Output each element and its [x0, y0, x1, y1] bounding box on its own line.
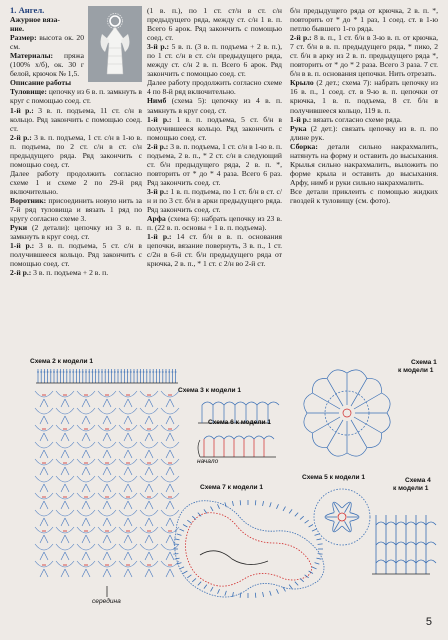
- harp-paragraph: [147, 214, 282, 232]
- row-text: 3 в. п. подъема, 5 ст. с/н в получившееся кольцо. Ряд закончить с помощью соед. ст.: [10, 241, 142, 269]
- row-label: 1-й р.:: [147, 232, 172, 242]
- scheme-6-diagram: [198, 436, 276, 457]
- row-text: 1 в. п. подъема, 5 ст. б/н в получившееся кольцо. Ряд закончить с помощью соед. ст.: [147, 114, 282, 142]
- halo-label: Нимб: [147, 96, 167, 106]
- row-text: 5 в. п. (3 в. п. подъема + 2 в. п.), по 1 ст. с/н в ст. с/н предыдущего ряда, между ст. с/н 2 в. п. Всего 6 арок. Ряд закончить с помощью соед. ст.: [147, 42, 282, 79]
- text-column-1: [10, 6, 142, 277]
- row-label: 1-й р.:: [10, 105, 34, 115]
- row-label: 1-й р.:: [147, 114, 172, 124]
- wing-row-1: [290, 115, 438, 124]
- materials-label: Материалы:: [10, 51, 54, 61]
- hands-row-3: [147, 42, 282, 78]
- row-text: вязать согласно схеме ряда.: [311, 114, 402, 124]
- assembly-text: детали сильно накрахмалить, натянуть на форму и оставить до высыхания. Крылья сильно накрахмалить, выложить по форме крыла и оставить до высыхания. Арфу, нимб и руки сильно накрахмалить.: [290, 141, 438, 187]
- crochet-diagrams: [0, 355, 448, 640]
- page-number: 5: [425, 616, 432, 628]
- size-label: Размер:: [10, 33, 37, 43]
- body-paragraph: [10, 87, 142, 105]
- collar-paragraph: [10, 196, 142, 223]
- row-label: 2-й р.:: [147, 141, 169, 151]
- row-text: 3 в. п. подъема + 2 в. п.: [31, 268, 109, 278]
- scheme-4-label-b: к модели 1: [393, 485, 429, 492]
- scheme-4-diagram: [372, 515, 436, 574]
- article-title: 1. Ангел.: [10, 5, 45, 15]
- collar-text: присоединить новую нить за 7-й ряд туловища и вязать 1 ряд по кругу согласно схеме 3.: [10, 195, 142, 224]
- arm-paragraph: [290, 124, 438, 142]
- row-text: 3 в. п. подъема, 1 ст. с/н в 1-ю в. п. подъема, 2 в. п., * 2 ст. с/н в следующий ст. б/н предыдущего ряда, 2 в. п. *, повторить от * до * 4 раза. Всего 6 раз. Ряд закончить соед. ст.: [147, 141, 283, 187]
- body-text: цепочку из 6 в. п. замкнуть в круг с помощью соед. ст.: [10, 87, 142, 106]
- continue-paragraph: Далее работу продолжить согласно схеме 4 по 8-й ряд включительно.: [147, 78, 282, 97]
- final-paragraph: Все детали приклеить с помощью жидких гвоздей к туловищу (см. фото).: [290, 186, 438, 205]
- scheme-2-label: Схема 2 к модели 1: [30, 358, 94, 365]
- scheme-1-label-b: к модели 1: [398, 367, 434, 374]
- wing-text: (2 дет.; схема 7): набрать цепочку из 16 в. п., 1 соед. ст. в 9-ю в. п. цепочки от крючка, 1 в. п. подъема, 8 ст. б/н в получившееся кольцо, 119 в. п.: [290, 78, 438, 115]
- row-label: 1-й р.:: [10, 241, 35, 251]
- scheme-3-label: Схема 3 к модели 1: [178, 387, 242, 394]
- diagrams-drawing: [0, 355, 448, 640]
- work-description-heading: Описание работы: [10, 78, 72, 88]
- scheme-4-label-a: Схема 4: [405, 477, 431, 484]
- scheme-7-diagram: [173, 500, 324, 598]
- halo-row-1: [147, 115, 282, 142]
- body-label: Туловище:: [10, 87, 47, 97]
- wing-paragraph: [290, 78, 438, 114]
- row-label: 1-й р.:: [290, 114, 312, 124]
- harp-label: Арфа: [147, 214, 166, 224]
- harp-text: (схема 6): набрать цепочку из 23 в. п. (22 в. п. основы + 1 в. п. подъема).: [147, 214, 282, 233]
- continue-paragraph: Далее работу продолжить согласно схеме 1 и схеме 2 по 29-й ряд включительно.: [10, 168, 142, 196]
- assembly-paragraph: [290, 142, 438, 187]
- harp-row-2: [290, 33, 438, 78]
- hands-text: (2 детали): цепочку из 3 в. п. замкнуть в круг соед. ст.: [10, 223, 142, 242]
- halo-row-2: [147, 142, 282, 187]
- hands-label: Руки: [10, 223, 28, 233]
- angel-photo: [88, 6, 142, 82]
- halo-text: (схема 5): цепочку из 4 в. п. замкнуть в круг соед. ст.: [147, 96, 282, 115]
- arm-text: (2 дет.): связать цепочку из в. п. по длине рук.: [290, 123, 438, 142]
- halo-paragraph: [147, 96, 282, 114]
- start-label: начало: [197, 458, 219, 465]
- row-text: 8 в. п., 1 ст. б/н в 3-ю в. п. от крючка, 7 ст. б/н в в. п. предыдущего ряда, * пико, 2 ст. б/н в арку из 2 в. п. предыдущего ряда *, повторить от * до * 2 раза. Всего 3 раза. 7 ст. б/н в в. п. основания цепочки. Нить отрезать.: [290, 33, 438, 79]
- assembly-label: Сборка:: [290, 141, 318, 151]
- scheme-1-diagram: [304, 370, 390, 456]
- text-column-3: [290, 6, 438, 205]
- wing-label: Крыло: [290, 78, 314, 88]
- row-text: 14 ст. б/н в в. п. основания цепочки, вязание повернуть, 3 в. п., 1 ст. с/2н в 6-й ст. б/н предыдущего ряда от крючка, 2 в. п., * 1 ст. с 2/н во 2-й ст.: [147, 232, 282, 269]
- middle-label: середина: [92, 598, 121, 605]
- hands-continued: (1 в. п.), по 1 ст. ст/н в ст. с/н предыдущего ряда, между ст. с/н 1 в. п. Всего 6 арок. Ряд закончить с помощью соед. ст.: [147, 6, 282, 43]
- body-row-1: [10, 106, 142, 133]
- scheme-2-diagram: [35, 369, 179, 597]
- size-text: высота ок. 20 см.: [10, 33, 84, 52]
- arm-label: Рука: [290, 123, 307, 133]
- row-label: 3-й р.:: [147, 42, 169, 52]
- technique-line-1: Ажурное вяза-: [10, 15, 60, 25]
- scheme-6-label: Схема 6 к модели 1: [208, 419, 272, 426]
- scheme-7-label: Схема 7 к модели 1: [200, 484, 264, 491]
- row-label: 2-й р.:: [10, 268, 32, 278]
- scheme-5-diagram: [314, 489, 370, 545]
- hands-row-2: [10, 268, 142, 277]
- body-row-2: [10, 133, 142, 169]
- harp-row-1: [147, 232, 282, 268]
- scheme-5-label: Схема 5 к модели 1: [302, 474, 366, 481]
- technique-line-2: ние.: [10, 24, 25, 34]
- crochet-angel-image: [100, 12, 130, 78]
- collar-label: Воротник:: [10, 195, 47, 205]
- row-text: 3 в. п. подъема, 1 ст. с/н в 1-ю в. п. подъема, по 2 ст. с/н в ст. с/н предыдущего ряда. Ряд закончить с помощью соед. ст.: [10, 132, 142, 169]
- row-label: 3-й р.:: [147, 186, 169, 196]
- row-label: 2-й р.:: [290, 33, 312, 43]
- hands-row-1: [10, 241, 142, 268]
- halo-row-3: [147, 187, 282, 214]
- hands-paragraph: [10, 223, 142, 241]
- materials-text: пряжа (100% х/б), ок. 30 г белой, крючок № 1,5.: [10, 51, 84, 79]
- row-label: 2-й р.:: [10, 132, 32, 142]
- row-text: 1 в. п. подъема, по 1 ст. б/н в ст. с/н и по 3 ст. б/н в арки предыдущего ряда. Ряд закончить соед. ст.: [147, 186, 282, 215]
- scheme-1-label-a: Схема 1: [411, 359, 437, 366]
- harp-continued: б/н предыдущего ряда от крючка, 2 в. п. *, повторить от * до * 1 раз, 1 соед. ст. в 1-ю петлю бывшего 1-го ряда.: [290, 6, 438, 34]
- text-column-2: [147, 6, 282, 268]
- row-text: 3 в. п. подъема, 11 ст. с/н в кольцо. Ряд закончить с помощью соед. ст.: [10, 105, 142, 133]
